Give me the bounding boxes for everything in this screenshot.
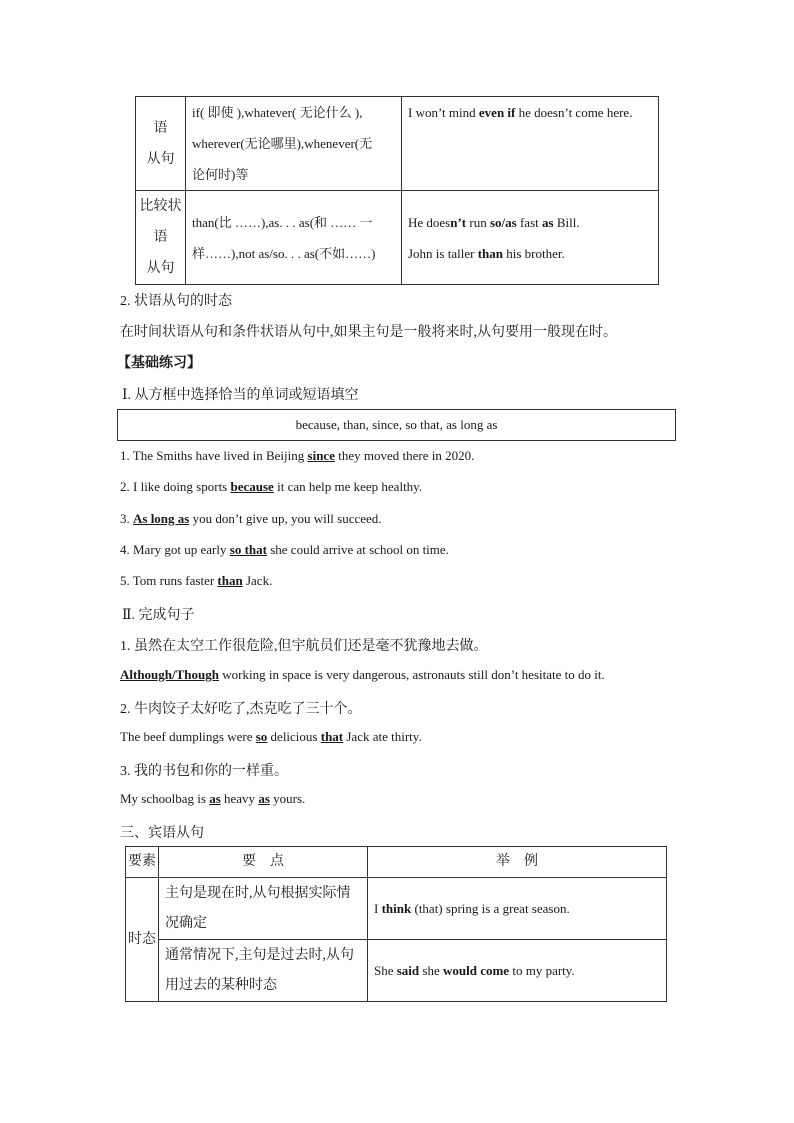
example-cell: I think (that) spring is a great season. bbox=[368, 878, 667, 940]
column-header: 要素 bbox=[126, 847, 159, 878]
section-heading: 三、宾语从句 bbox=[120, 826, 204, 841]
object-clause-table bbox=[125, 846, 667, 1002]
practice-heading: 【基础练习】 bbox=[117, 356, 201, 371]
clause-type-cell: 比较状 语 从句 bbox=[136, 191, 186, 285]
key-cell: 时态 bbox=[126, 878, 159, 1002]
sentence-1-english: Although/Though working in space is very dangerous, astronauts still don’t hesitate to do it. bbox=[120, 667, 605, 682]
question-3: 3. As long as you don’t give up, you will succeed. bbox=[120, 511, 382, 526]
sentence-2-english: The beef dumplings were so delicious that Jack ate thirty. bbox=[120, 729, 422, 744]
question-5: 5. Tom runs faster than Jack. bbox=[120, 573, 273, 588]
part-heading: Ⅱ. 完成句子 bbox=[122, 608, 195, 623]
column-header: 要 点 bbox=[159, 847, 368, 878]
sentence-3-english: My schoolbag is as heavy as yours. bbox=[120, 791, 306, 806]
conjunction-notes-cell: than(比 ……),as. . . as(和 …… 一 样……),not as/so. . . as(不如……) bbox=[186, 191, 402, 285]
section-heading: 2. 状语从句的时态 bbox=[120, 294, 232, 309]
paragraph: 在时间状语从句和条件状语从句中,如果主句是一般将来时,从句要用一般现在时。 bbox=[120, 325, 617, 340]
example-cell: He doesn’t run so/as fast as Bill. John is taller than his brother. bbox=[402, 191, 659, 285]
column-header: 举 例 bbox=[368, 847, 667, 878]
note-cell: 通常情况下,主句是过去时,从句 用过去的某种时态 bbox=[159, 940, 368, 1002]
question-1: 1. The Smiths have lived in Beijing since they moved there in 2020. bbox=[120, 448, 475, 463]
note-cell: 主句是现在时,从句根据实际情 况确定 bbox=[159, 878, 368, 940]
part-heading: Ⅰ. 从方框中选择恰当的单词或短语填空 bbox=[122, 388, 359, 403]
word-box: because, than, since, so that, as long as bbox=[117, 409, 676, 441]
sentence-1-chinese: 1. 虽然在太空工作很危险,但宇航员们还是毫不犹豫地去做。 bbox=[120, 639, 488, 654]
adverbial-clause-table bbox=[135, 96, 659, 285]
clause-type-cell: 语 从句 bbox=[136, 97, 186, 191]
sentence-3-chinese: 3. 我的书包和你的一样重。 bbox=[120, 764, 288, 779]
question-2: 2. I like doing sports because it can help me keep healthy. bbox=[120, 479, 423, 494]
question-4: 4. Mary got up early so that she could arrive at school on time. bbox=[120, 542, 449, 557]
sentence-2-chinese: 2. 牛肉饺子太好吃了,杰克吃了三十个。 bbox=[120, 702, 362, 717]
table-header-row bbox=[126, 847, 667, 878]
table-row bbox=[136, 191, 659, 285]
example-cell: I won’t mind even if he doesn’t come here. bbox=[402, 97, 659, 191]
example-cell: She said she would come to my party. bbox=[368, 940, 667, 1002]
table-row bbox=[126, 940, 667, 1002]
conjunction-notes-cell: if( 即使 ),whatever( 无论什么 ), wherever(无论哪里),whenever(无 论何时)等 bbox=[186, 97, 402, 191]
table-row bbox=[126, 878, 667, 940]
table-row bbox=[136, 97, 659, 191]
